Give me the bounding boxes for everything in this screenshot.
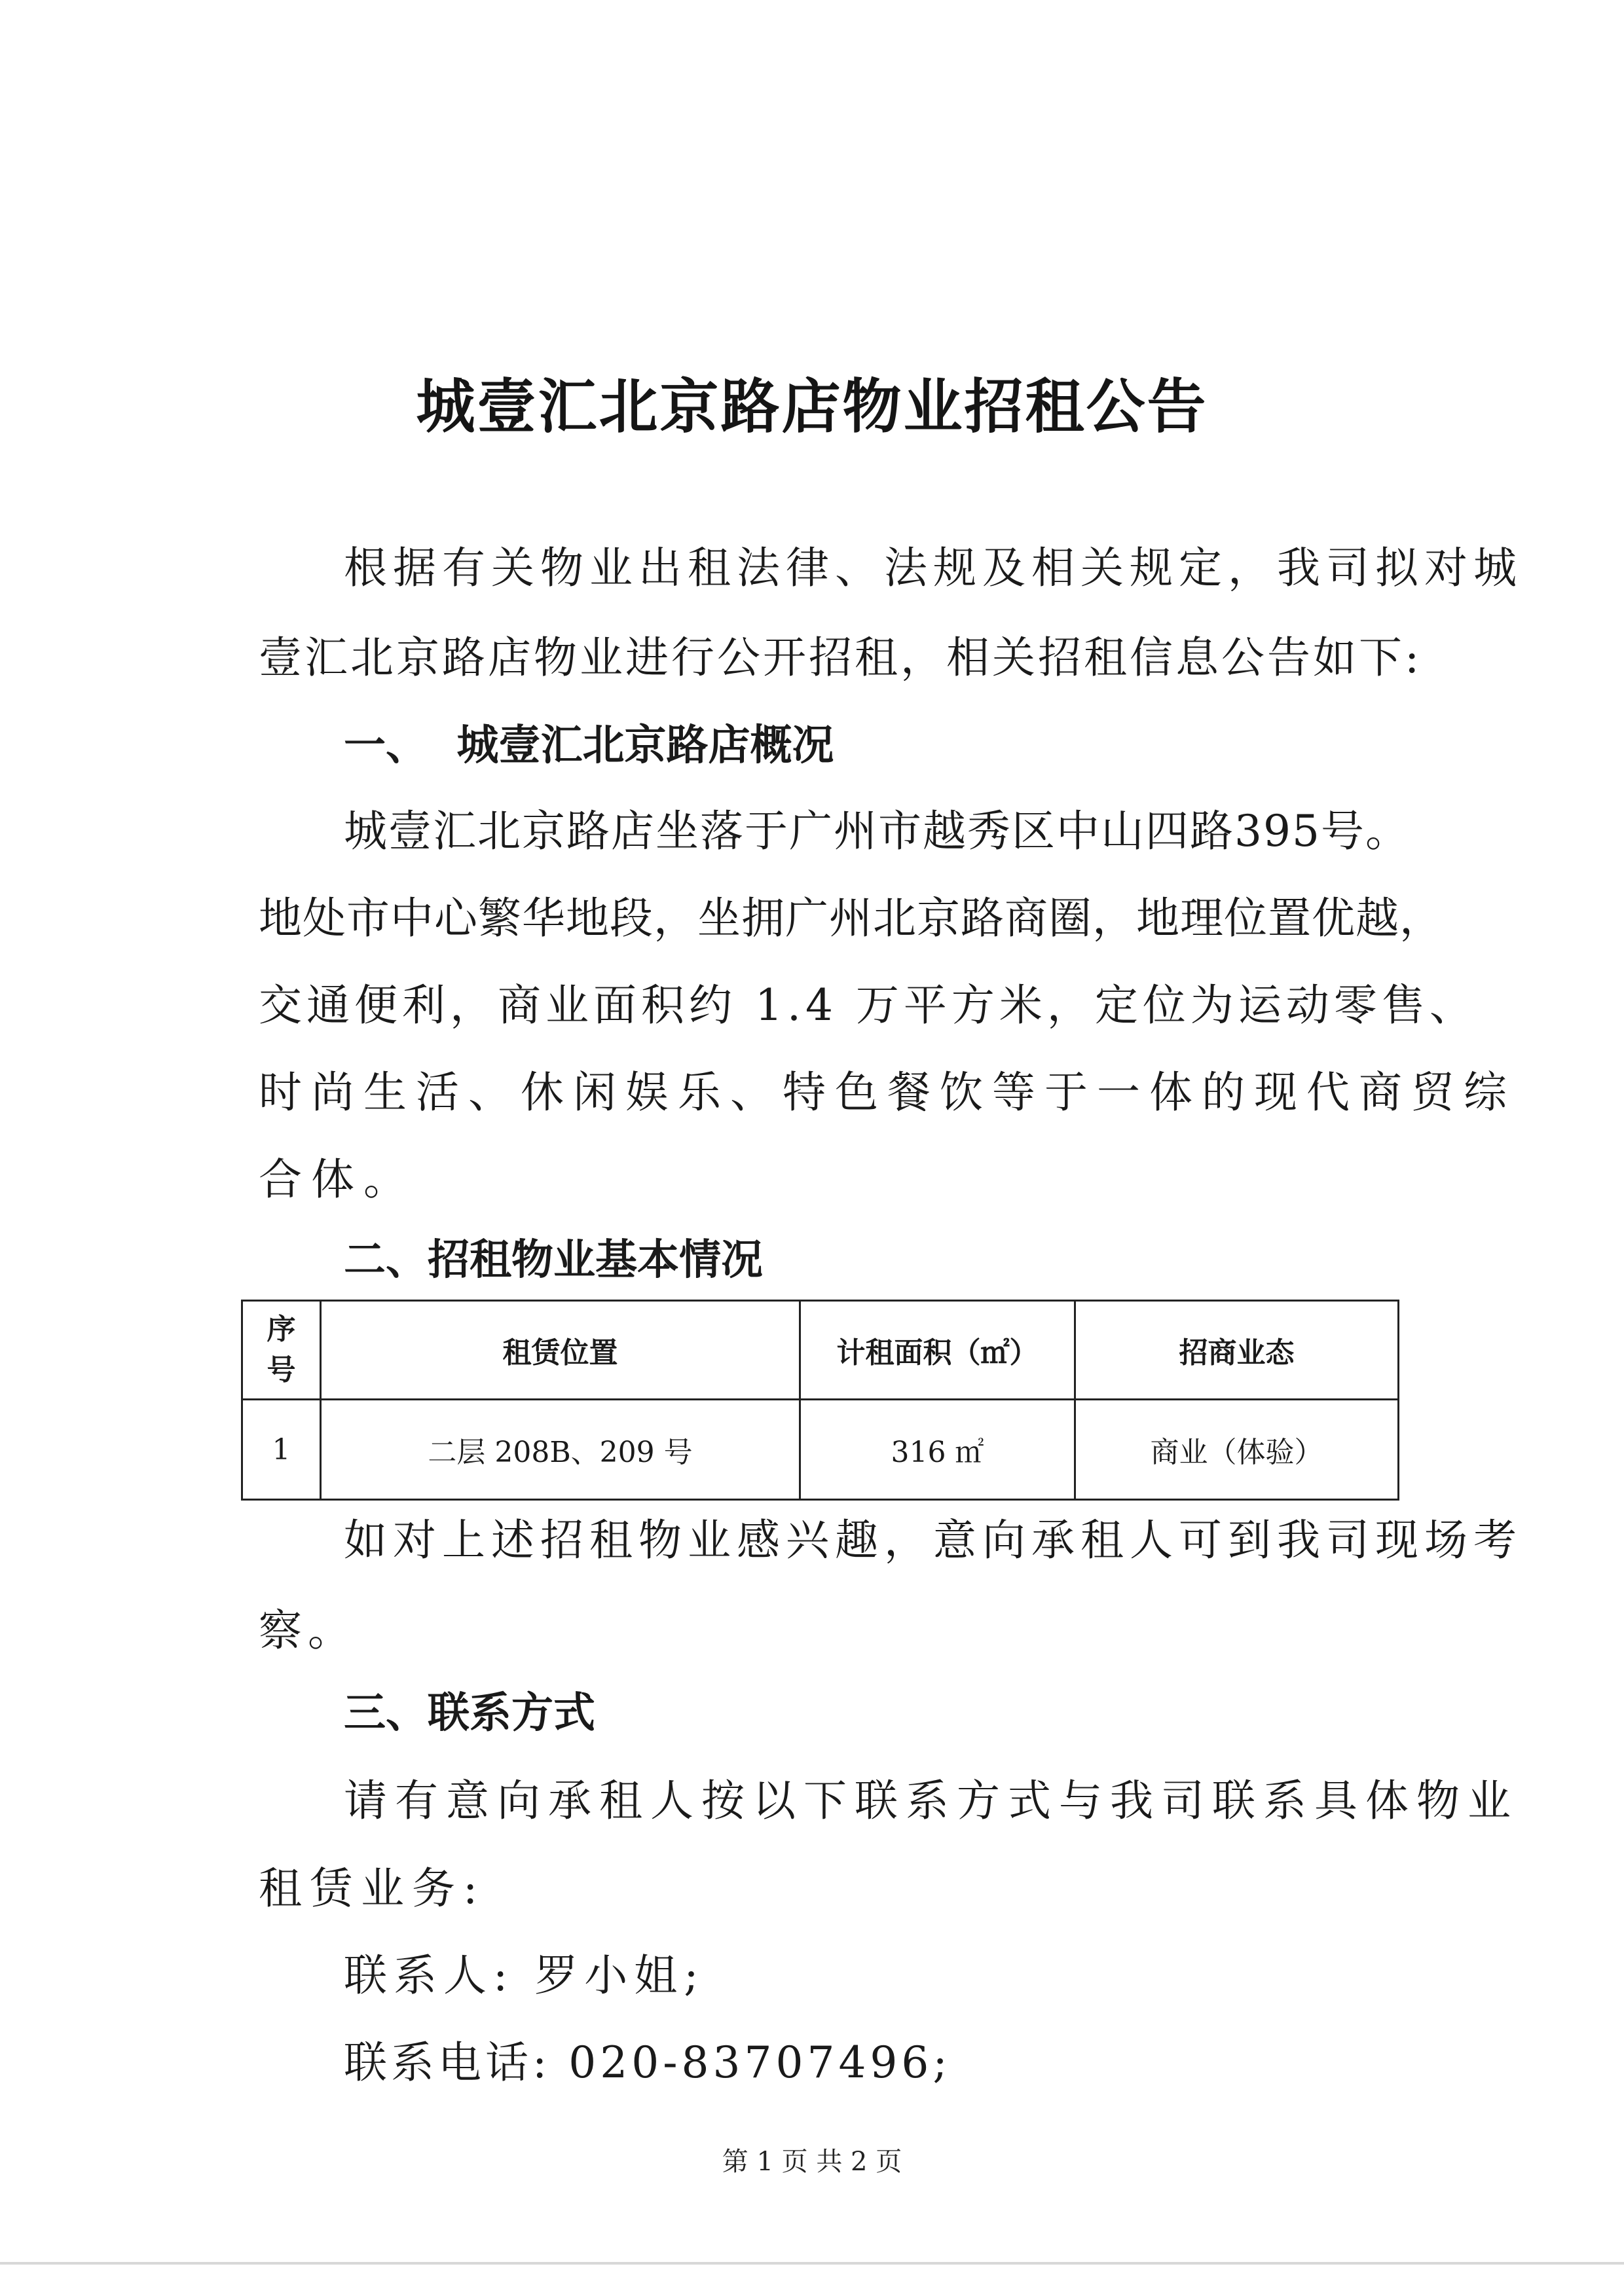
cell-format: 商业（体验）: [1075, 1400, 1399, 1500]
section-3-line-1: 请有意向承租人按以下联系方式与我司联系具体物业: [344, 1776, 1519, 1826]
section-2-after-line-1: 如对上述招租物业感兴趣，意向承租人可到我司现场考: [344, 1515, 1522, 1565]
section-1-line-1: 城壹汇北京路店坐落于广州市越秀区中山四路395号。: [344, 806, 1410, 856]
section-1-line-2: 地处市中心繁华地段，坐拥广州北京路商圈，地理位置优越，: [259, 893, 1443, 943]
section-2-after-line-2: 察。: [259, 1605, 357, 1656]
section-1-line-5: 合体。: [259, 1154, 416, 1205]
intro-line-2: 壹汇北京路店物业进行公开招租，相关招租信息公告如下:: [259, 632, 1422, 683]
scan-edge-line: [0, 2262, 1624, 2265]
contact-person: 联系人: 罗小姐;: [344, 1950, 705, 2001]
header-location: 租赁位置: [321, 1301, 800, 1400]
contact-phone: 联系电话: 020-83707496;: [344, 2037, 951, 2088]
section-1-line-3: 交通便利，商业面积约 1.4 万平方米，定位为运动零售、: [259, 980, 1477, 1030]
section-3-line-2: 租赁业务:: [259, 1863, 486, 1914]
page-footer: 第 1 页 共 2 页: [722, 2147, 902, 2177]
section-2-heading: 二、招租物业基本情况: [344, 1236, 763, 1285]
header-seq-line-2: 号: [267, 1353, 296, 1387]
section-3-heading: 三、联系方式: [344, 1689, 595, 1738]
rental-property-table: [241, 1300, 1399, 1501]
intro-line-1: 根据有关物业出租法律、法规及相关规定，我司拟对城: [344, 543, 1522, 593]
table-header-row: [242, 1301, 1399, 1400]
cell-seq: 1: [242, 1400, 321, 1500]
section-1-line-4: 时尚生活、休闲娱乐、特色餐饮等于一体的现代商贸综: [259, 1067, 1516, 1118]
document-title: 城壹汇北京路店物业招租公告: [416, 373, 1208, 441]
table-row: [242, 1400, 1399, 1500]
header-seq-line-1: 序: [267, 1313, 296, 1346]
section-1-heading: 一、 城壹汇北京路店概况: [344, 721, 834, 770]
header-format: 招商业态: [1075, 1301, 1399, 1400]
header-seq: [242, 1301, 321, 1400]
cell-location: 二层 208B、209 号: [321, 1400, 800, 1500]
header-area: 计租面积（㎡）: [800, 1301, 1075, 1400]
cell-area: 316 ㎡: [800, 1400, 1075, 1500]
